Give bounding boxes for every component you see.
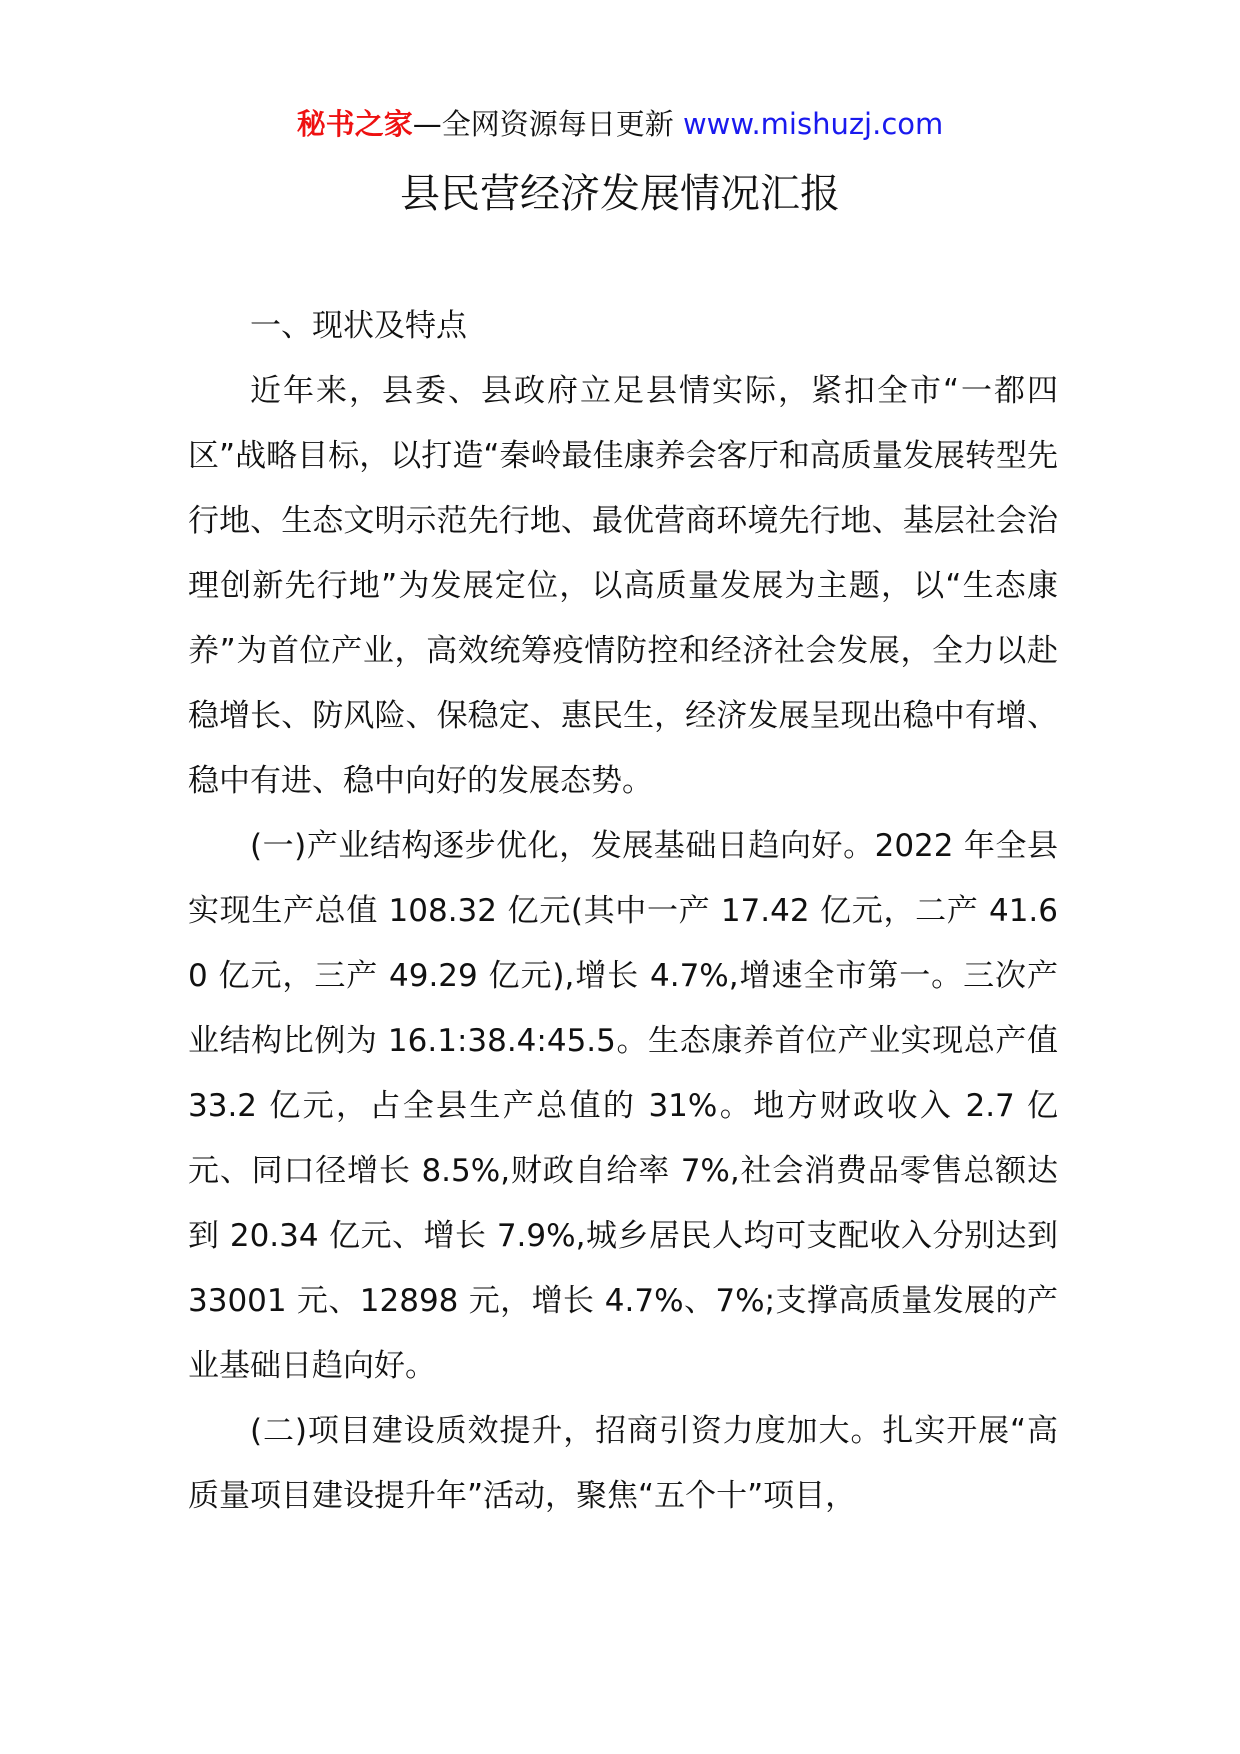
paragraph-project-construction: (二)项目建设质效提升，招商引资力度加大。扎实开展“高质量项目建设提升年”活动，聚焦“五个十”项目， <box>188 1413 1058 1514</box>
paragraph-industry-structure: (一)产业结构逐步优化，发展基础日趋向好。2022 年全县实现生产总值 108.32 亿元(其中一产 17.42 亿元，二产 41.60 亿元，三产 49.29 亿元),增长 4.7%,增速全市第一。三次产业结构比例为 16.1:38.4:45.5。生态康养首位产业实现总产值 33.2 亿元，占全县生产总值的 31%。地方财政收入 2.7 亿元、同口径增长 8.5%,财政自给率 7%,社会消费品零售总额达到 20.34 亿元、增长 7.9%,城乡居民人均可支配收入分别达到 33001 元、12898 元，增长 4.7%、7%;支撑高质量发展的产业基础日趋向好。 <box>188 828 1058 1384</box>
document-title: 县民营经济发展情况汇报 <box>400 171 840 217</box>
brand-name: 秘书之家 <box>296 107 413 141</box>
header-slogan: —全网资源每日更新 <box>412 107 674 141</box>
document-body <box>188 294 1058 1529</box>
section-heading: 一、现状及特点 <box>250 308 467 344</box>
site-url-link[interactable]: www.mishuzj.com <box>682 107 944 141</box>
paragraph-intro: 近年来，县委、县政府立足县情实际，紧扣全市“一都四区”战略目标，以打造“秦岭最佳康养会客厅和高质量发展转型先行地、生态文明示范先行地、最优营商环境先行地、基层社会治理创新先行地”为发展定位，以高质量发展为主题，以“生态康养”为首位产业，高效统筹疫情防控和经济社会发展，全力以赴稳增长、防风险、保稳定、惠民生，经济发展呈现出稳中有增、稳中有进、稳中向好的发展态势。 <box>188 373 1058 799</box>
site-header <box>0 102 1240 146</box>
